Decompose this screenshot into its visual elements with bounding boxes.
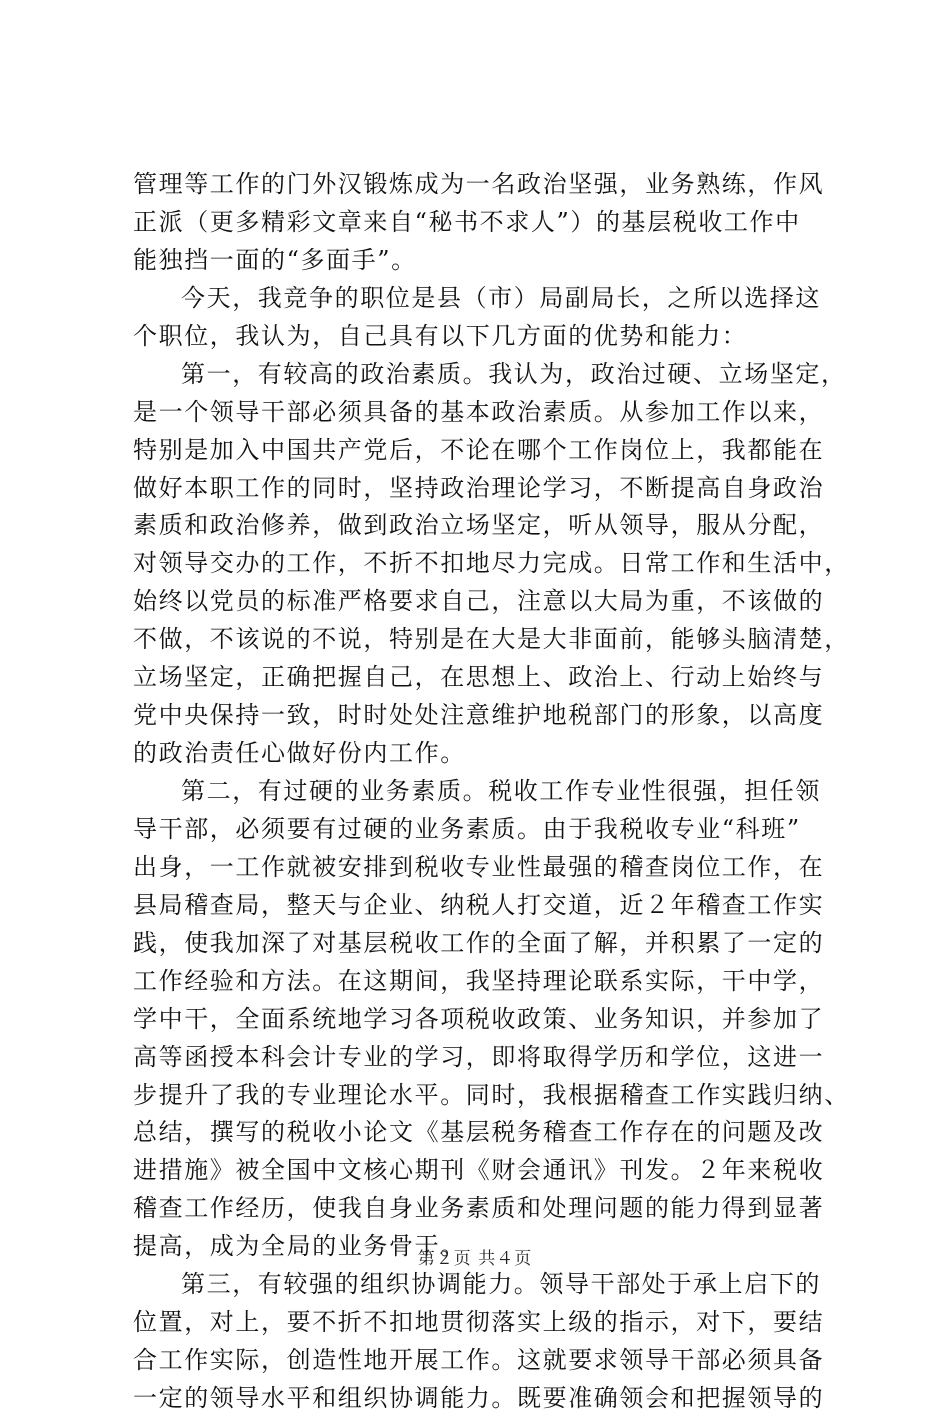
text-line: 管理等工作的门外汉锻炼成为一名政治坚强，业务熟练，作风 (133, 170, 825, 198)
text-line: 的政治责任心做好份内工作。 (133, 739, 466, 768)
text-line: 一定的领导水平和组织协调能力。既要准确领会和把握领导的 (133, 1384, 825, 1412)
text-line: 特别是加入中国共产党后，不论在哪个工作岗位上，我都能在 (133, 435, 825, 464)
text-line: 位置，对上，要不折不扣地贯彻落实上级的指示，对下，要结 (133, 1308, 825, 1337)
text-line: 提高，成为全局的业务骨干。 (133, 1232, 466, 1261)
text-line: 始终以党员的标准严格要求自己，注意以大局为重，不该做的 (133, 587, 825, 616)
text-line: 进措施》被全国中文核心期刊《财会通讯》刊发。２年来税收 (133, 1156, 825, 1185)
paragraph-start-line: 第三，有较强的组织协调能力。领导干部处于承上启下的 (181, 1270, 821, 1299)
text-line: 立场坚定，正确把握自己，在思想上、政治上、行动上始终与 (133, 663, 825, 692)
text-line: 正派（更多精彩文章来自“秘书不求人”）的基层税收工作中 (133, 207, 801, 236)
text-line: 总结，撰写的税收小论文《基层税务稽查工作存在的问题及改 (133, 1118, 825, 1147)
text-line: 是一个领导干部必须具备的基本政治素质。从参加工作以来， (133, 397, 825, 426)
text-line: 县局稽查局，整天与企业、纳税人打交道，近２年稽查工作实 (133, 890, 825, 919)
text-line: 对领导交办的工作，不折不扣地尽力完成。日常工作和生活中， (133, 549, 850, 578)
text-line: 工作经验和方法。在这期间，我坚持理论联系实际，干中学， (133, 966, 825, 995)
text-line: 步提升了我的专业理论水平。同时，我根据稽查工作实践归纳、 (133, 1080, 850, 1109)
text-line: 稽查工作经历，使我自身业务素质和处理问题的能力得到显著 (133, 1194, 825, 1223)
text-line: 学中干，全面系统地学习各项税收政策、业务知识，并参加了 (133, 1004, 825, 1033)
text-line: 能独挡一面的“多面手”。 (133, 245, 417, 274)
text-line: 合工作实际，创造性地开展工作。这就要求领导干部必须具备 (133, 1346, 825, 1375)
page-number-footer: 第２页 共４页 (417, 1249, 533, 1269)
body-text (133, 166, 850, 1418)
text-line: 高等函授本科会计专业的学习，即将取得学历和学位，这进一 (133, 1042, 825, 1071)
text-line: 素质和政治修养，做到政治立场坚定，听从领导，服从分配， (133, 511, 825, 540)
text-line: 个职位，我认为，自己具有以下几方面的优势和能力： (133, 321, 748, 350)
paragraph-start-line: 第一，有较高的政治素质。我认为，政治过硬、立场坚定， (181, 359, 847, 388)
text-line: 出身，一工作就被安排到税收专业性最强的稽查岗位工作，在 (133, 852, 825, 881)
text-line: 不做，不该说的不说，特别是在大是大非面前，能够头脑清楚， (133, 625, 850, 654)
paragraph-start-line: 第二，有过硬的业务素质。税收工作专业性很强，担任领 (181, 777, 821, 805)
text-line: 做好本职工作的同时，坚持政治理论学习，不断提高自身政治 (133, 473, 825, 502)
paragraph-start-line: 今天，我竞争的职位是县（市）局副局长，之所以选择这 (181, 283, 821, 312)
text-line: 导干部，必须要有过硬的业务素质。由于我税收专业“科班” (133, 814, 801, 843)
text-line: 党中央保持一致，时时处处注意维护地税部门的形象，以高度 (133, 701, 825, 730)
text-line: 践，使我加深了对基层税收工作的全面了解，并积累了一定的 (133, 928, 825, 957)
